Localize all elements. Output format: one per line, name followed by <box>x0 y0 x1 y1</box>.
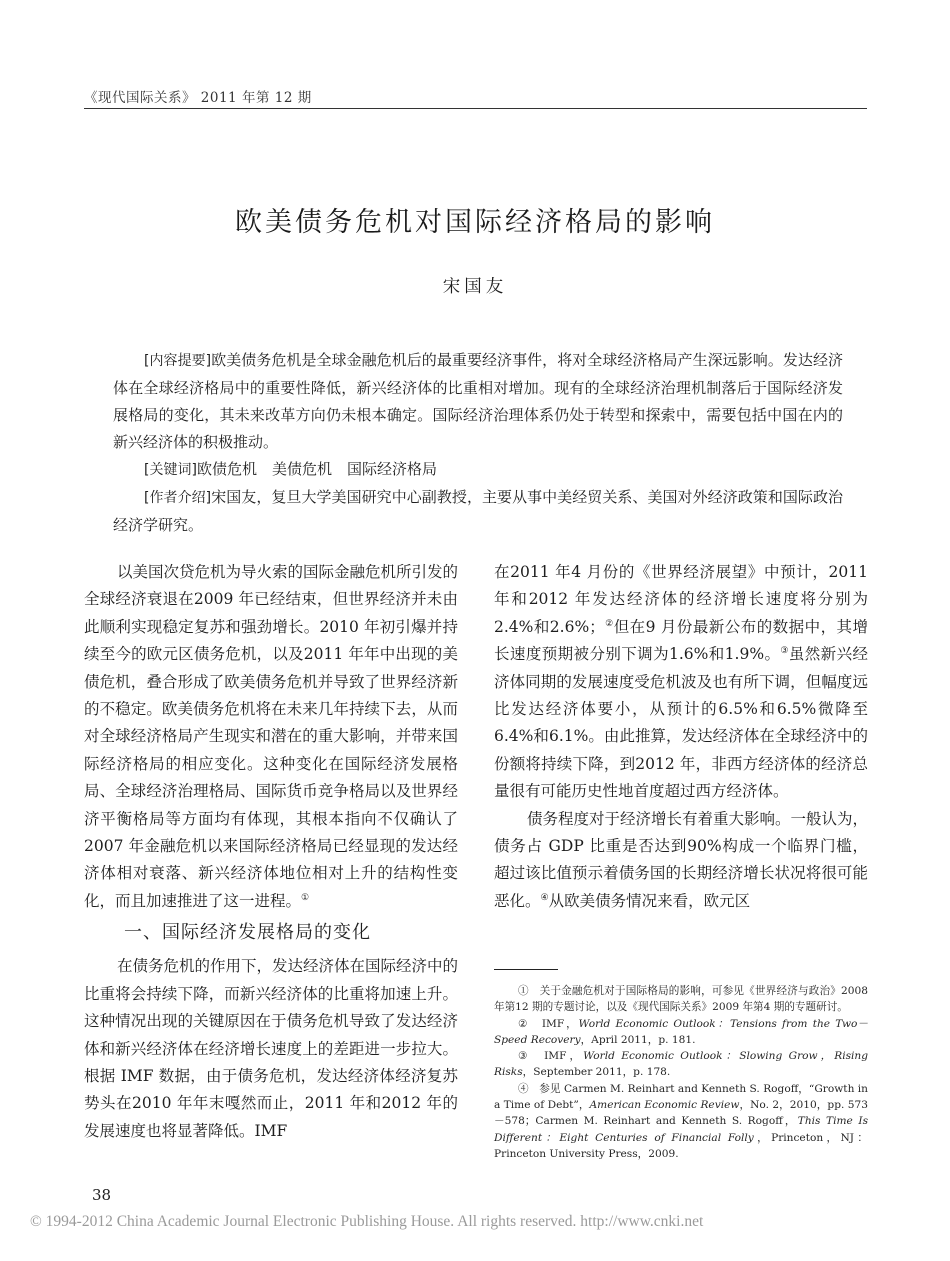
author-intro-tag: [作者介绍] <box>144 490 212 506</box>
abstract-summary <box>113 347 843 456</box>
page-number: 38 <box>92 1186 112 1204</box>
footnote-ref-1[interactable]: ① <box>301 892 310 903</box>
abstract-keywords <box>113 456 843 484</box>
keywords-tag: [关键词] <box>144 462 197 478</box>
footnote-2: ② IMF，World Economic Outlook：Tensions from the Two－Speed Recovery，April 2011，p. 181. <box>494 1017 869 1046</box>
left-column <box>84 559 458 1145</box>
summary-tag: [内容提要] <box>144 353 212 369</box>
body-paragraph-1: 以美国次贷危机为导火索的国际金融危机所引发的全球经济衰退在2009 年已经结束，但世界经济并未由此顺利实现稳定复苏和强劲增长。2010 年初引爆并持续至今的欧元区债务危机，以及2011 年年中出现的美债危机，叠合形成了欧美债务危机并导致了世界经济新的不稳定。欧美债务危机将在未来几年持续下去，从而对全球经济格局产生现实和潜在的重大影响，并带来国际经济格局的相应变化。这种变化在国际经济发展格局、全球经济治理格局、国际货币竞争格局以及世界经济平衡格局等方面均有体现，其根本指向不仅确认了2007 年金融危机以来国际经济格局已经显现的发达经济体相对衰落、新兴经济体地位相对上升的结构性变化，而且加速推进了这一进程。① <box>84 563 459 910</box>
section-heading-1: 一、国际经济发展格局的变化 <box>124 922 371 944</box>
body-paragraph-4: 债务程度对于经济增长有着重大影响。一般认为，债务占 GDP 比重是否达到90%构成一个临界门槛，超过该比值预示着债务国的长期经济增长状况将很可能恶化。④从欧美债务情况来看，欧元区 <box>494 809 869 910</box>
body-paragraph-2: 在债务危机的作用下，发达经济体在国际经济中的比重将会持续下降，而新兴经济体的比重将加速上升。这种情况出现的关键原因在于债务危机导致了发达经济体和新兴经济体在经济增长速度上的差距进一步拉大。根据 IMF 数据，由于债务危机，发达经济体经济复苏势头在2010 年年末嘎然而止，2011 年和2012 年的发展速度也将显著降低。IMF <box>84 957 459 1140</box>
author-intro-text: 宋国友，复旦大学美国研究中心副教授，主要从事中美经贸关系、美国对外经济政策和国际政治经济学研究。 <box>113 488 843 534</box>
keywords-text: 欧债危机 美债危机 国际经济格局 <box>196 460 437 478</box>
summary-text: 欧美债务危机是全球金融危机后的最重要经济事件，将对全球经济格局产生深远影响。发达经济体在全球经济格局中的重要性降低，新兴经济体的比重相对增加。现有的全球经济治理机制落后于国际经济发展格局的变化，其未来改革方向仍未根本确定。国际经济治理体系仍处于转型和探索中，需要包括中国在内的新兴经济体的积极推动。 <box>113 351 843 451</box>
body-paragraph-3: 在2011 年4 月份的《世界经济展望》中预计，2011 年和2012 年发达经济体的经济增长速度将分别为2.4%和2.6%；②但在9 月份最新公布的数据中，其增长速度预期被分别下调为1.6%和1.9%。③虽然新兴经济体同期的发展速度受危机波及也有所下调，但幅度远比发达经济体要小，从预计的6.5%和6.5%微降至6.4%和6.1%。由此推算，发达经济体在全球经济中的份额将持续下降，到2012 年，非西方经济体的经济总量很有可能历史性地首度超过西方经济体。 <box>494 563 869 801</box>
journal-header: 《现代国际关系》 2011 年第 12 期 <box>84 90 312 106</box>
footnote-ref-3[interactable]: ③ <box>780 646 789 657</box>
footnote-1: ① 关于金融危机对于国际格局的影响，可参见《世界经济与政治》2008 年第12 期的专题讨论，以及《现代国际关系》2009 年第4 期的专题研讨。 <box>494 985 869 1014</box>
abstract-author-intro <box>113 484 843 539</box>
right-column <box>494 559 868 915</box>
cnki-watermark: © 1994-2012 China Academic Journal Electronic Publishing House. All rights reserved. http://www.cnki.net <box>30 1213 704 1230</box>
footnote-rule <box>494 969 558 970</box>
header-rule <box>84 108 867 109</box>
footnote-3: ③ IMF，World Economic Outlook：Slowing Grow，Rising Risks，September 2011，p. 178. <box>494 1050 869 1079</box>
article-title: 欧美债务危机对国际经济格局的影响 <box>235 207 715 238</box>
footnote-ref-2[interactable]: ② <box>604 618 614 629</box>
abstract-block <box>113 347 843 539</box>
footnote-4: ④ 参见 Carmen M. Reinhart and Kenneth S. Rogoff，“Growth in a Time of Debt”，American Economic Review，No. 2，2010，pp. 573－578；Carmen M. Reinhart and Kenneth S. Rogoff，This Time Is Different：Eight Centuries of Financial Folly，Princeton，NJ：Princeton University Press，2009. <box>494 1082 869 1160</box>
footnote-ref-4[interactable]: ④ <box>540 892 549 903</box>
footnotes <box>494 983 868 1162</box>
article-author: 宋国友 <box>442 277 508 297</box>
